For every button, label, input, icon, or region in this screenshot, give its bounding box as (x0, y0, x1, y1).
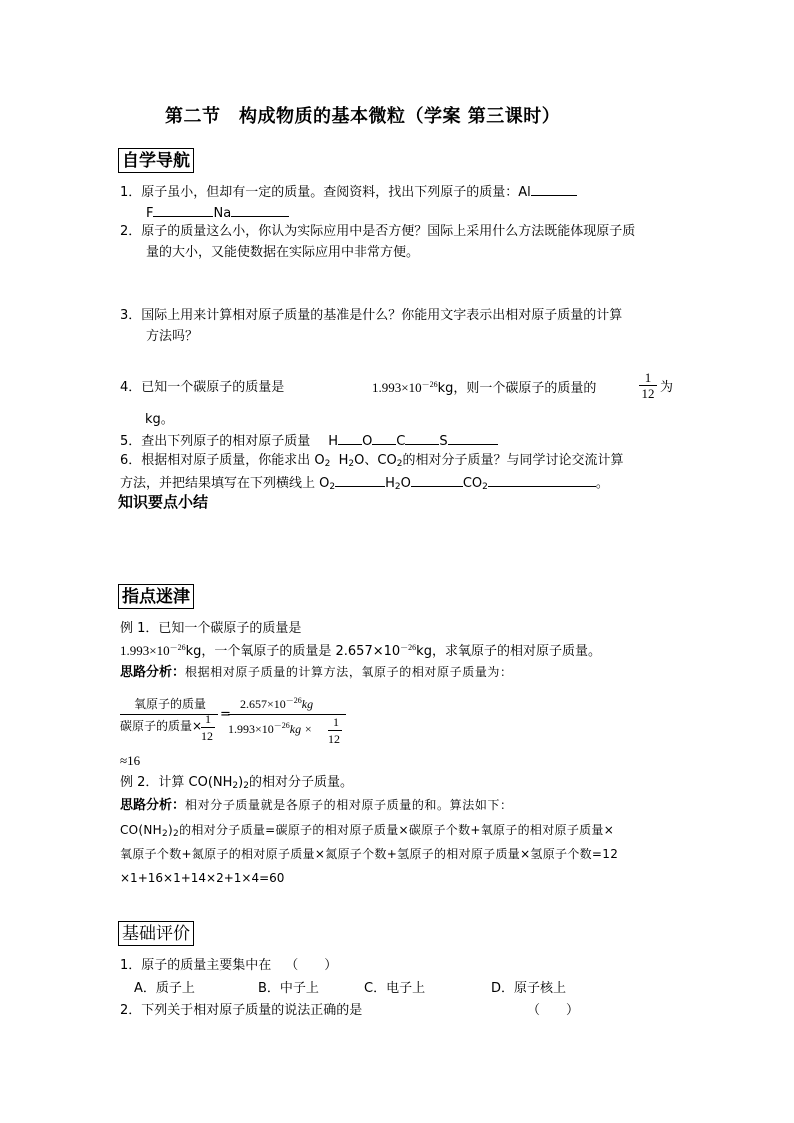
carbon-mass-exponent: －26 (421, 380, 438, 389)
answer-blank-f[interactable] (153, 205, 213, 217)
answer-blank-h2o[interactable] (411, 475, 463, 487)
fraction-numerator: 1 (644, 370, 652, 385)
ex2-l3-sub: 2 (162, 829, 169, 839)
answer-blank-co2[interactable] (488, 475, 596, 487)
question-5 (120, 433, 498, 448)
formula-right-den-unit: kg × (289, 722, 313, 736)
formula-left-bar (120, 714, 218, 715)
example-1-line2 (120, 644, 601, 658)
formula-ex1 (118, 690, 358, 750)
question-6-line2 (120, 475, 609, 490)
mc1-option-b[interactable]: B．中子上 (258, 981, 319, 996)
ex1-carbon-value: 1.993×10 (120, 643, 170, 658)
formula-left-numerator: 氧原子的质量 (134, 697, 207, 711)
formula-right-num-unit: kg (301, 697, 314, 711)
formula-right-numerator (240, 698, 313, 710)
ex2-text-b: ) (238, 775, 244, 790)
mc1-answer-paren: （ ） (285, 958, 338, 973)
label-h: H (328, 434, 339, 449)
mc1-option-d[interactable]: D．原子核上 (491, 981, 567, 996)
q6-text-g: 的相对分子质量？与同学讨论交流计算 (402, 453, 624, 468)
q6-sub-d: 2 (348, 459, 355, 469)
label-na: Na (213, 206, 232, 221)
mc1-option-c[interactable]: C．电子上 (364, 981, 426, 996)
ex2-l3-c: 的相对分子质量=碳原子的相对原子质量×碳原子个数+氧原子的相对原子质量× (179, 823, 615, 837)
answer-blank-o2[interactable] (335, 475, 385, 487)
question-2-line2: 量的大小，又能使数据在实际应用中非常方便。 (146, 245, 420, 260)
question-1 (120, 184, 577, 199)
analysis-text: 根据相对原子质量的计算方法，氧原子的相对原子质量为： (185, 665, 513, 679)
label-c: C (396, 434, 406, 449)
q6-line2-h: H (385, 476, 395, 491)
question-4-suffix: 为 (660, 380, 674, 395)
analysis-text-2: 相对分子质量就是各原子的相对原子质量的和。算法如下： (185, 798, 513, 812)
ex2-text-c: 的相对分子质量。 (248, 775, 353, 790)
answer-blank-s[interactable] (448, 433, 498, 445)
mc1-option-a[interactable]: A．质子上 (134, 981, 195, 996)
mc2-answer-paren: （ ） (527, 1003, 580, 1018)
example-1-line1: 例 1．已知一个碳原子的质量是 (120, 621, 302, 636)
answer-blank-na[interactable] (231, 205, 289, 217)
example-1-result: ≈16 (120, 753, 141, 768)
q6-text-c: H (330, 453, 349, 468)
fraction-denominator: 12 (641, 386, 655, 401)
answer-blank-al[interactable] (531, 184, 577, 196)
q6-text-a: 6．根据相对原子质量，你能求出 O (120, 453, 325, 468)
question-5-text: 5．查出下列原子的相对原子质量 (120, 434, 311, 449)
q6-line2-sub-h2: 2 (394, 482, 401, 492)
ex2-l3-a: CO(NH (120, 823, 163, 837)
formula-left-den-den: 12 (201, 729, 213, 743)
example-2-line5: ×1+16×1+14×2+1×4=60 (120, 871, 285, 885)
q6-line2-sub-co2: 2 (482, 482, 488, 492)
ex2-l3-b: ) (168, 823, 174, 837)
question-3-line2: 方法吗？ (146, 329, 199, 344)
ex1-oxygen-text: kg，一个氧原子的质量是 2.657×10 (185, 644, 401, 659)
fraction-one-twelfth (639, 370, 657, 402)
question-4-unit-text: kg，则一个碳原子的质量的 (437, 381, 597, 396)
answer-blank-o[interactable] (372, 433, 396, 445)
question-2-line1: 2．原子的质量这么小，你认为实际应用中是否方便？国际上采用什么方法既能体现原子质 (120, 224, 636, 239)
ex1-question-text: kg，求氧原子的相对原子质量。 (416, 644, 601, 659)
question-1-line2 (146, 205, 289, 220)
example-2-line4: 氧原子个数+氮原子的相对原子质量×氮原子个数+氢原子的相对原子质量×氢原子个数=12 (120, 847, 619, 861)
q6-sub-f: 2 (396, 459, 403, 469)
label-o: O (362, 434, 373, 449)
mc-question-1 (120, 959, 337, 972)
mc-question-2: 2．下列关于相对原子质量的说法正确的是 (120, 1003, 363, 1018)
formula-right-den-exp: －26 (273, 721, 290, 730)
question-1-text: 1．原子虽小，但却有一定的质量。查阅资料，找出下列原子的质量：Al (120, 185, 531, 200)
ex1-oxygen-exp: －26 (400, 643, 417, 652)
formula-left-den-bar (201, 727, 215, 728)
ex2-sub-b: 2 (243, 781, 249, 791)
q6-line2-co: CO (462, 476, 483, 491)
mc1-stem: 1．原子的质量主要集中在 (120, 958, 272, 973)
label-f: F (146, 206, 154, 221)
formula-right-bar (228, 714, 346, 715)
q6-line2-sub-o2: 2 (329, 482, 336, 492)
analysis-label: 思路分析： (120, 665, 186, 680)
formula-left-denominator: 碳原子的质量× (120, 719, 203, 733)
section-heading-self-study: 自学导航 (118, 148, 194, 173)
example-2-line1 (120, 776, 353, 789)
formula-right-num-exp: －26 (285, 696, 302, 705)
question-4-value (372, 381, 596, 395)
question-4-line2: kg。 (145, 412, 174, 427)
formula-right-num-value: 2.657×10 (240, 697, 286, 711)
formula-right-den-value: 1.993×10 (228, 722, 274, 736)
question-3-line1: 3．国际上用来计算相对原子质量的基准是什么？你能用文字表示出相对原子质量的计算 (120, 308, 623, 323)
question-4-prefix: 4．已知一个碳原子的质量是 (120, 380, 285, 395)
ex1-carbon-exp: －26 (169, 643, 186, 652)
ex2-sub-a: 2 (232, 781, 239, 791)
page-title: 第二节 构成物质的基本微粒（学案 第三课时） (165, 106, 561, 127)
q6-text-e: O、CO (354, 453, 397, 468)
formula-right-den-bar (328, 730, 342, 731)
example-2-line3 (120, 823, 615, 839)
q6-line2-text: 方法，并把结果填写在下列横线上 O (120, 476, 330, 491)
formula-equals: = (220, 707, 231, 722)
label-s: S (439, 434, 448, 449)
ex2-text-a: 例 2．计算 CO(NH (120, 775, 233, 790)
example-2-analysis (120, 799, 513, 812)
formula-left-den-num: 1 (205, 712, 211, 726)
q6-line2-end: 。 (595, 476, 609, 491)
q6-line2-o: O (400, 476, 411, 491)
question-6-line1 (120, 454, 623, 467)
formula-right-den-den: 12 (328, 732, 340, 746)
example-1-analysis (120, 666, 513, 679)
formula-right-den-num: 1 (333, 715, 339, 729)
carbon-mass-value: 1.993×10 (372, 380, 422, 395)
ex2-l3-sub2: 2 (173, 829, 180, 839)
section-heading-summary: 知识要点小结 (118, 493, 209, 511)
answer-blank-h[interactable] (338, 433, 362, 445)
answer-blank-c[interactable] (405, 433, 439, 445)
q6-sub-a: 2 (324, 459, 331, 469)
formula-right-denominator (228, 723, 312, 735)
section-heading-evaluation: 基础评价 (118, 921, 194, 946)
analysis-label-2: 思路分析： (120, 798, 186, 813)
section-heading-guidance: 指点迷津 (118, 584, 194, 609)
